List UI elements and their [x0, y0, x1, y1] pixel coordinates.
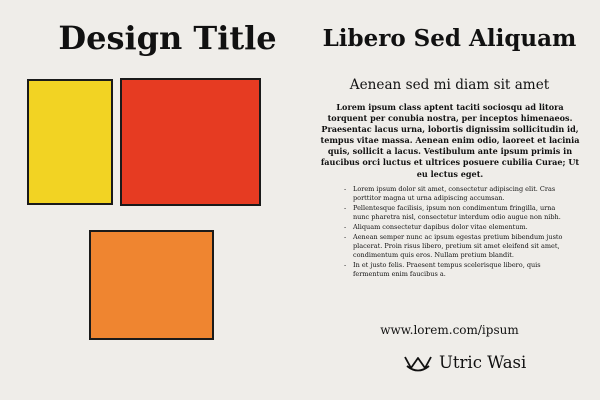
heading: Libero Sed Aliquam — [322, 25, 577, 52]
brand-name: Utric Wasi — [439, 353, 527, 372]
bullet-marker: - — [344, 232, 347, 241]
bullet-marker: - — [344, 185, 347, 193]
bullet-marker: - — [344, 261, 347, 269]
subheading: Aenean sed mi diam sit amet — [349, 77, 550, 93]
list-item — [344, 223, 564, 232]
list-item-text: Lorem ipsum dolor sit amet, consectetur adipiscing elit. Cras porttitor magna ut urna adipiscing accumsan. — [353, 185, 556, 203]
list-item — [344, 185, 564, 203]
orange-color-swatch — [89, 230, 214, 340]
list-item-text: Aliquam consectetur dapibus dolor vitae elementum. — [353, 223, 528, 231]
design-title: Design Title — [58, 19, 277, 57]
list-item — [344, 233, 564, 261]
bullet-marker: - — [344, 223, 347, 231]
body-paragraph: Lorem ipsum class aptent taciti sociosqu ad litora torquent per conubia nostra, per inceptos himenaeos. Praesentac lacus urna, lobortis dignissim sollicitudin id, tempus vitae massa. Aenean enim odio, laoreet et lacinia quis, sollicit a lacus. Vestibulum ante ipsum primis in faucibus orci luctus et ultrices posuere cubilia Curae; Ut eu lectus eget. — [320, 102, 580, 179]
website-url: www.lorem.com/ipsum — [380, 323, 519, 337]
yellow-color-swatch — [27, 79, 113, 205]
list-item — [344, 204, 564, 222]
crown-wave-logo-icon — [404, 353, 432, 373]
list-item — [344, 261, 564, 279]
list-item-text: Aenean semper nunc ac ipsum egestas pretium bibendum justo placerat. Proin risus libero, pretium sit amet eleifend sit amet, condimentum quis eros. Nullam pretium blandit. — [353, 232, 563, 260]
list-item-text: In et justo felis. Praesent tempus scelerisque libero, quis fermentum enim faucibus a. — [353, 261, 541, 279]
brand-lockup — [404, 350, 554, 376]
list-item-text: Pellentesque facilisis, ipsum non condimentum fringilla, urna nunc pharetra nisl, consectetur interdum odio augue non nibh. — [353, 204, 561, 222]
bullet-list — [344, 185, 564, 280]
bullet-marker: - — [344, 204, 347, 212]
red-color-swatch — [120, 78, 261, 206]
